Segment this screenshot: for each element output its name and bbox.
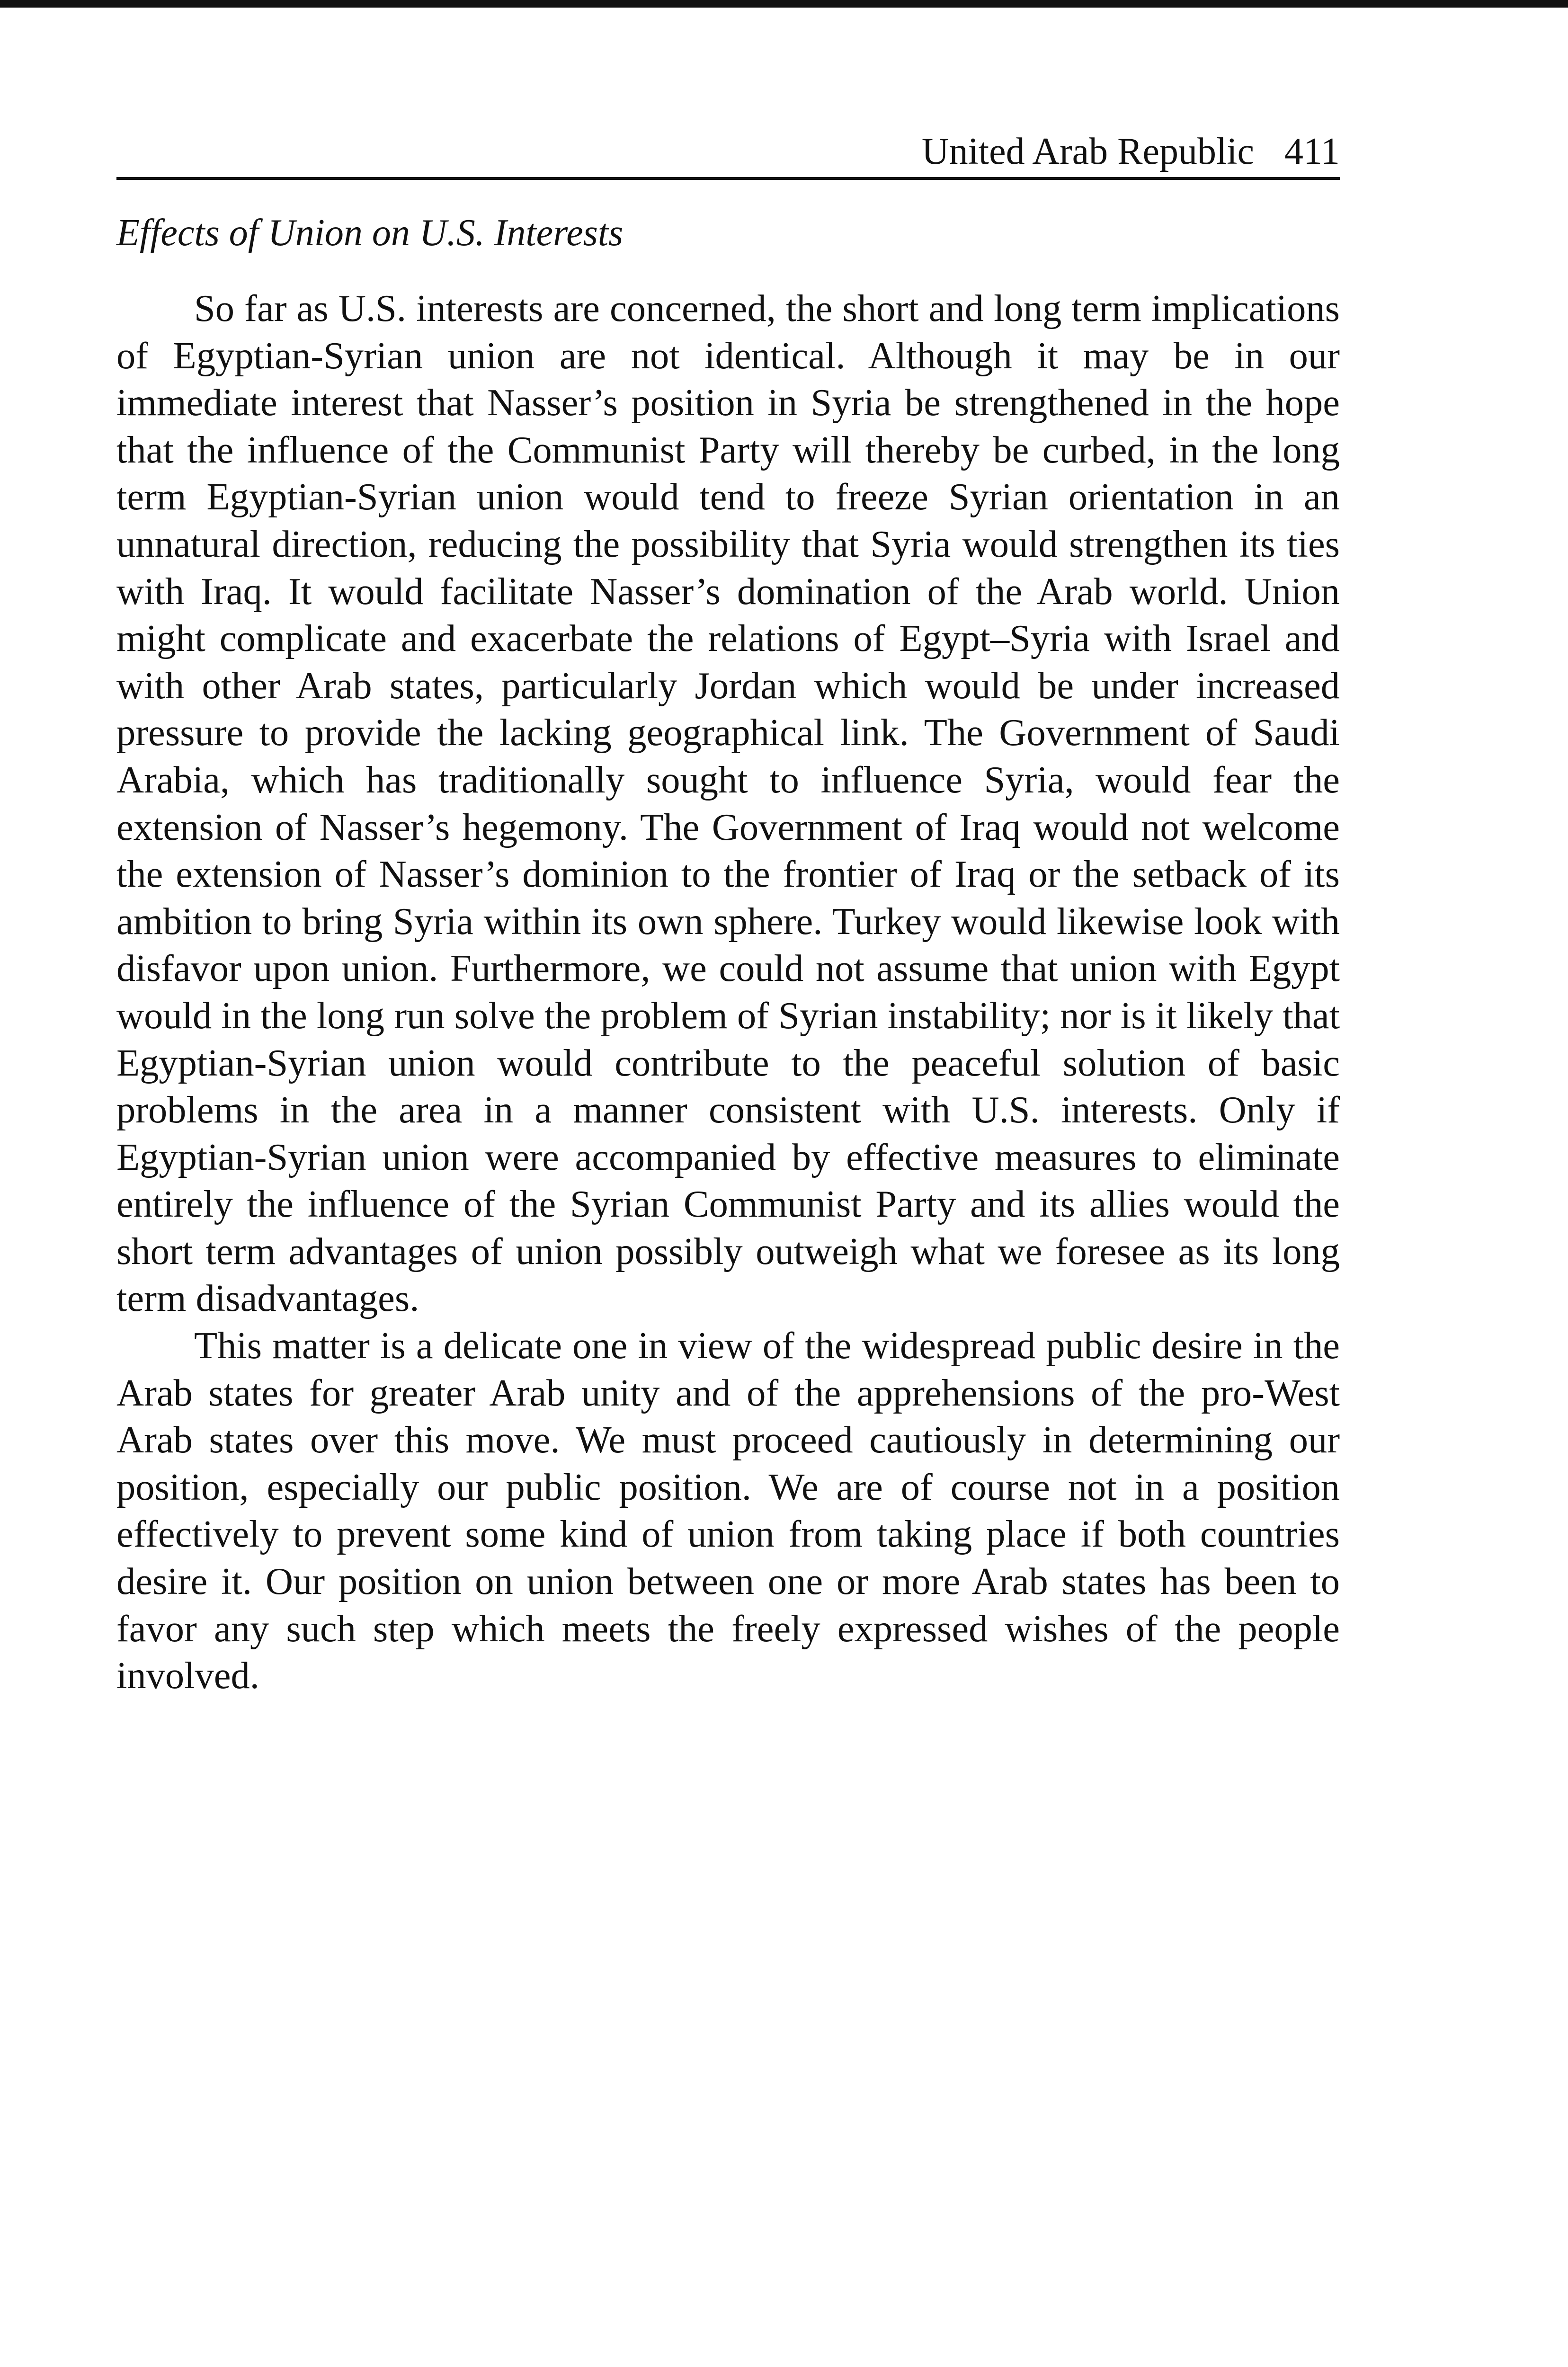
running-header: [116, 133, 1340, 180]
paragraph: This matter is a delicate one in view of the widespread public desire in the Arab states for greater Arab unity and of the apprehensions of the pro-West Arab states over this move. We must proceed cautiously in determining our position, especially our public position. We are of course not in a position effectively to prevent some kind of union from taking place if both countries desire it. Our position on union between one or more Arab states has been to favor any such step which meets the freely expressed wishes of the people involved.: [116, 1325, 1340, 1697]
section-heading: Effects of Union on U.S. Interests: [116, 212, 624, 254]
book-page: [116, 133, 1340, 1700]
page-top-edge: [0, 0, 1568, 8]
body-text: [116, 285, 1340, 1700]
paragraph: So far as U.S. interests are concerned, the short and long term implications of Egyptian-Syrian union are not identical. Although it may be in our immediate interest that Nasser’s position in Syria be strengthened in the hope that the influence of the Communist Party will thereby be curbed, in the long term Egyptian-Syrian union would tend to freeze Syrian orientation in an unnatural direction, reducing the possibility that Syria would strengthen its ties with Iraq. It would facilitate Nasser’s domination of the Arab world. Union might complicate and exacerbate the relations of Egypt–Syria with Israel and with other Arab states, particularly Jordan which would be under increased pressure to provide the lacking geographical link. The Government of Saudi Arabia, which has traditionally sought to influence Syria, would fear the extension of Nasser’s hegemony. The Government of Iraq would not welcome the extension of Nasser’s dominion to the frontier of Iraq or the setback of its ambition to bring Syria within its own sphere. Turkey would likewise look with disfavor upon union. Furthermore, we could not assume that union with Egypt would in the long run solve the problem of Syrian instability; nor is it likely that Egyptian-Syrian union would contribute to the peaceful solution of basic problems in the area in a manner consistent with U.S. interests. Only if Egyptian-Syrian union were accompanied by effective measures to eliminate entirely the influence of the Syrian Communist Party and its allies would the short term advantages of union possibly outweigh what we foresee as its long term disadvantages.: [116, 287, 1340, 1320]
page-number: 411: [1284, 131, 1340, 172]
running-title: United Arab Republic: [921, 131, 1254, 172]
